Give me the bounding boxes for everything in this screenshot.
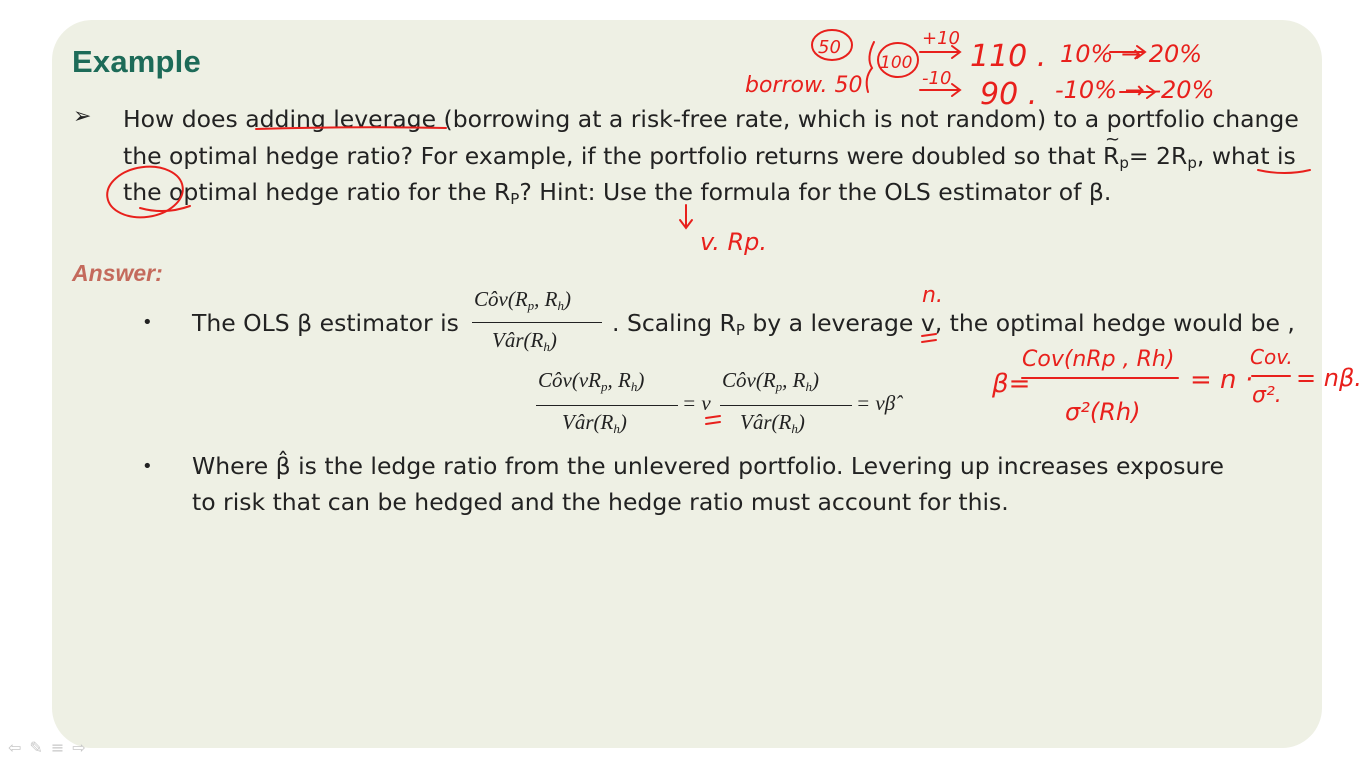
answer1-lead: The OLS β estimator is	[192, 309, 459, 337]
answer2-line1: Where β̂ is the ledge ratio from the unlevered portfolio. Levering up increases exposure	[192, 452, 1224, 480]
q-part5: ? Hint: Use the formula for the OLS estimator of β.	[519, 178, 1112, 206]
q-part2: (borrowing at a risk-free rate, which is not random) to a portfolio change the optimal hedge ratio? For example, if the portfolio returns were doubled so that	[123, 105, 1299, 170]
note-minus10: -10	[922, 68, 952, 89]
arrow-left-icon[interactable]: ⇦	[8, 738, 30, 757]
note-plus10: +10	[922, 28, 960, 49]
note-90: 90 .	[980, 77, 1038, 112]
note-pct-down: -10% → -20%	[1055, 76, 1215, 104]
formula-mid-bar	[720, 405, 852, 406]
side-mid-num: Cov.	[1250, 345, 1293, 369]
question-text: How does adding leverage (borrowing at a risk-free rate, which is not random) to a portfolio change the optimal hedge ratio? For example, if the portfolio returns were doubled so that ~ $R_p= 2R_p$, what is the optimal hedge ratio for the $R_P$? Hint: Use the formula for the OLS estimator of β.	[123, 101, 1323, 211]
formula-lhs-denominator: $Vâr(R_h)$	[562, 410, 627, 436]
question-bullet-arrow: ➢	[73, 104, 92, 129]
q-part4: , what is the optimal hedge ratio for the R	[123, 141, 1296, 206]
slide-nav-controls	[8, 738, 94, 757]
r-tilde: ~ $R_p$	[1103, 138, 1129, 175]
side-mid-den: σ².	[1252, 383, 1282, 408]
formula-equals-1: = v	[682, 391, 711, 415]
q-underlined: adding leverage	[245, 105, 437, 133]
ols-fraction-denominator: $Vâr(R_h)$	[492, 328, 557, 354]
arrow-right-icon[interactable]: ⇨	[72, 738, 94, 757]
note-100: 100	[880, 53, 913, 73]
pen-icon[interactable]: ✎	[29, 738, 51, 757]
formula-mid-numerator: $Côv(R_p$, $R_h$)	[722, 368, 819, 394]
note-pct-up: 10% → 20%	[1060, 40, 1203, 68]
answer-bullet-1: •	[142, 312, 153, 333]
side-lhs: β=	[992, 369, 1031, 399]
answer1-tail: . Scaling $R_P$ by a leverage v, the optimal hedge would be ,	[612, 309, 1295, 339]
formula-lhs-bar	[536, 405, 678, 406]
answer2-line2: to risk that can be hedged and the hedge ratio must account for this.	[192, 488, 1009, 516]
side-den: σ²(Rh)	[1065, 398, 1141, 426]
answer-label: Answer:	[72, 260, 163, 286]
note-n-over-v: n.	[922, 283, 943, 308]
side-num: Cov(nRp , Rh)	[1022, 347, 1175, 372]
formula-mid-denominator: $Vâr(R_h)$	[740, 410, 805, 436]
q-part1: How does	[123, 105, 246, 133]
q-part3: = 2R	[1128, 141, 1188, 170]
formula-rhs: = vβ̂	[856, 391, 896, 415]
note-110: 110 .	[970, 39, 1047, 74]
menu-icon[interactable]: ≡	[50, 738, 73, 757]
side-rhs: = nβ.	[1296, 364, 1362, 392]
note-borrow: borrow. 50	[745, 73, 863, 98]
side-mid: = n ·	[1190, 365, 1254, 395]
formula-lhs-numerator: $Côv(vR_p$, $R_h$)	[538, 368, 645, 394]
answer-bullet-2: •	[142, 456, 153, 477]
ols-fraction-numerator: $Côv(R_p$, $R_h$)	[474, 287, 571, 313]
note-v-rp: v. Rp.	[700, 228, 768, 256]
slide-title: Example	[72, 44, 201, 79]
note-50: 50	[818, 37, 841, 58]
ols-fraction-bar	[472, 322, 602, 323]
